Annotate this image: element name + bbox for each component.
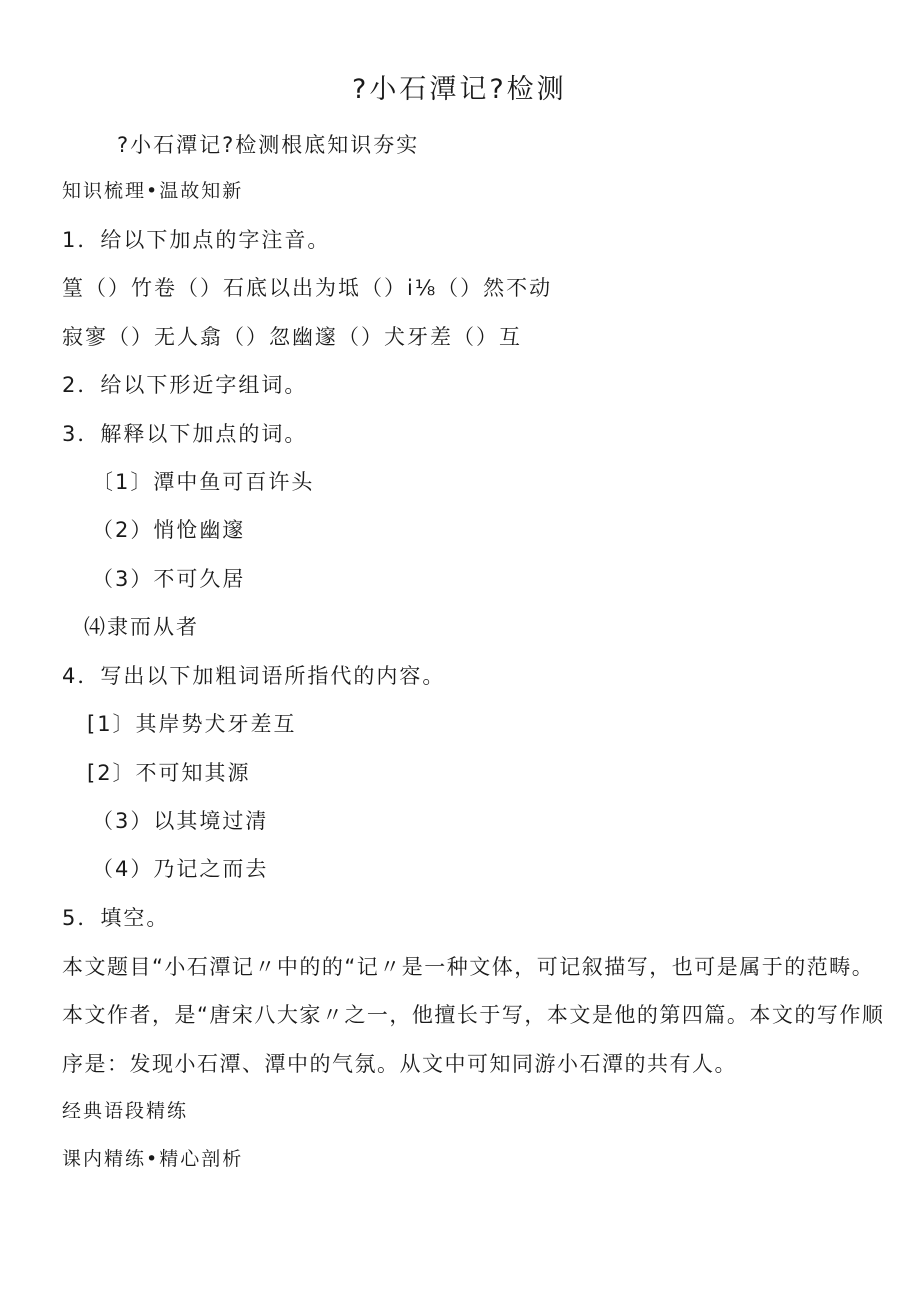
question-1-row-1: 篁（）竹卷（）石底以出为坻（）i⅛（）然不动 (62, 276, 553, 300)
section-heading-classic: 经典语段精练 (62, 1100, 189, 1122)
question-3: 3．解释以下加点的词。 (62, 422, 308, 446)
question-3-item-4: ⑷隶而从者 (84, 615, 199, 639)
question-4-item-3: （3）以其境过清 (92, 809, 269, 833)
section-heading-inclass: 课内精练•精心剖析 (62, 1148, 244, 1170)
page-title: ?小石潭记?检测 (352, 74, 567, 105)
question-3-item-3: （3）不可久居 (92, 567, 246, 591)
question-4-item-4: （4）乃记之而去 (92, 857, 269, 881)
page-subtitle: ?小石潭记?检测根底知识夯实 (117, 133, 420, 157)
question-5: 5．填空。 (62, 906, 170, 930)
question-4-item-1: [1〕其岸势犬牙差互 (87, 712, 297, 736)
section-heading-knowledge: 知识梳理•温故知新 (62, 180, 244, 202)
question-5-paragraph-3: 序是：发现小石潭、潭中的气氛。从文中可知同游小石潭的共有人。 (62, 1052, 737, 1076)
question-4: 4．写出以下加粗词语所指代的内容。 (62, 664, 446, 688)
question-1-row-2: 寂寥（）无人翕（）忽幽邃（）犬牙差（）互 (62, 325, 522, 349)
question-4-item-2: [2〕不可知其源 (87, 761, 251, 785)
question-1: 1．给以下加点的字注音。 (62, 228, 331, 252)
question-3-item-2: （2）悄怆幽邃 (92, 518, 246, 542)
question-2: 2．给以下形近字组词。 (62, 373, 308, 397)
question-3-item-1: 〔1〕潭中鱼可百许头 (92, 470, 315, 494)
question-5-paragraph-2: 本文作者，是“唐宋八大家〃之一，他擅长于写，本文是他的第四篇。本文的写作顺 (62, 1003, 885, 1027)
question-5-paragraph-1: 本文题目“小石潭记〃中的的“记〃是一种文体，可记叙描写，也可是属于的范畴。 (62, 955, 875, 979)
